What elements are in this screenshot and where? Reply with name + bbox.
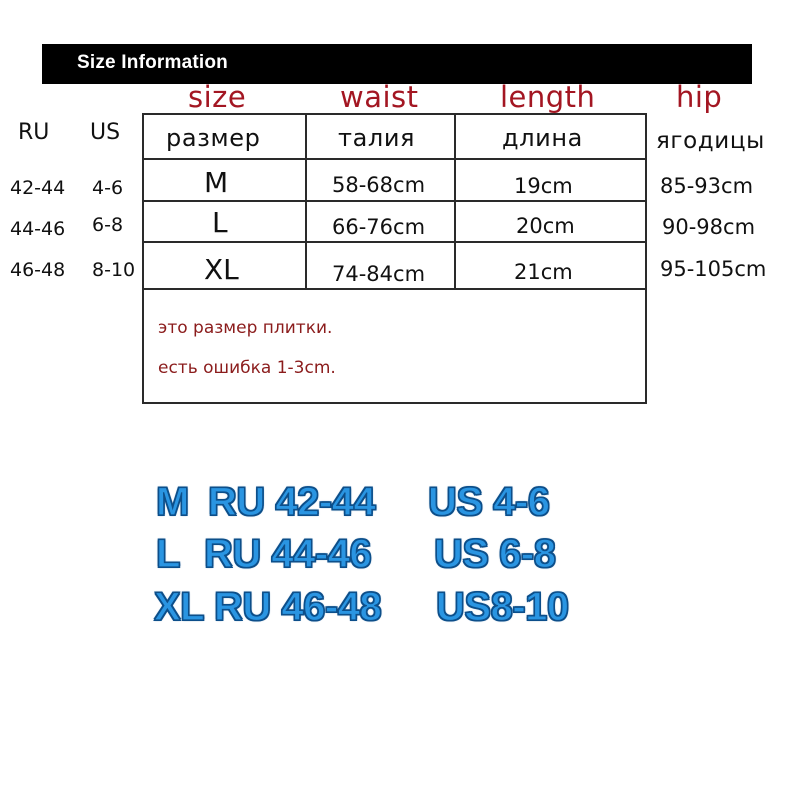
header-ru-size: размер [166, 124, 261, 152]
table-rule [142, 288, 647, 290]
row-waist: 66-76cm [332, 215, 426, 239]
table-rule [142, 158, 647, 160]
row-us-size: 8-10 [92, 259, 136, 281]
row-length: 20cm [516, 214, 575, 238]
header-us: US [90, 120, 121, 145]
summary-ru: RU 46-48 [214, 585, 382, 629]
header-ru: RU [18, 120, 50, 145]
header-en-hip: hip [676, 80, 723, 114]
row-hip: 85-93cm [660, 174, 754, 198]
table-rule [142, 200, 647, 202]
header-en-length: length [500, 80, 596, 114]
summary-us: US 6-8 [434, 532, 556, 576]
summary-size: L [156, 532, 180, 576]
row-us-size: 6-8 [92, 214, 124, 236]
note-tile-size: это размер плитки. [158, 318, 333, 338]
header-ru-waist: талия [338, 124, 416, 152]
header-en-size: size [188, 80, 247, 114]
row-hip: 90-98cm [662, 215, 756, 239]
row-waist: 58-68cm [332, 173, 426, 197]
row-size: XL [204, 253, 239, 286]
note-error-margin: есть ошибка 1-3cm. [158, 358, 336, 378]
table-divider [454, 113, 456, 290]
table-rule [142, 241, 647, 243]
summary-ru: RU 44-46 [204, 532, 372, 576]
summary-ru: RU 42-44 [208, 480, 376, 524]
table-divider [305, 113, 307, 290]
banner-title: Size Information [77, 52, 228, 73]
row-length: 21cm [514, 260, 573, 284]
row-size: M [204, 166, 229, 199]
header-ru-hip: ягодицы [656, 128, 765, 154]
row-ru-size: 46-48 [10, 259, 66, 281]
row-us-size: 4-6 [92, 177, 124, 199]
row-ru-size: 44-46 [10, 218, 66, 240]
row-length: 19cm [514, 174, 573, 198]
summary-size: XL [154, 585, 205, 629]
row-hip: 95-105cm [660, 257, 767, 281]
summary-size: M [156, 480, 189, 524]
summary-us: US8-10 [436, 585, 569, 629]
size-info-banner [42, 44, 752, 84]
header-ru-length: длина [502, 124, 583, 152]
header-en-waist: waist [340, 80, 419, 114]
row-waist: 74-84cm [332, 262, 426, 286]
summary-us: US 4-6 [428, 480, 550, 524]
row-size: L [212, 206, 228, 239]
row-ru-size: 42-44 [10, 177, 66, 199]
